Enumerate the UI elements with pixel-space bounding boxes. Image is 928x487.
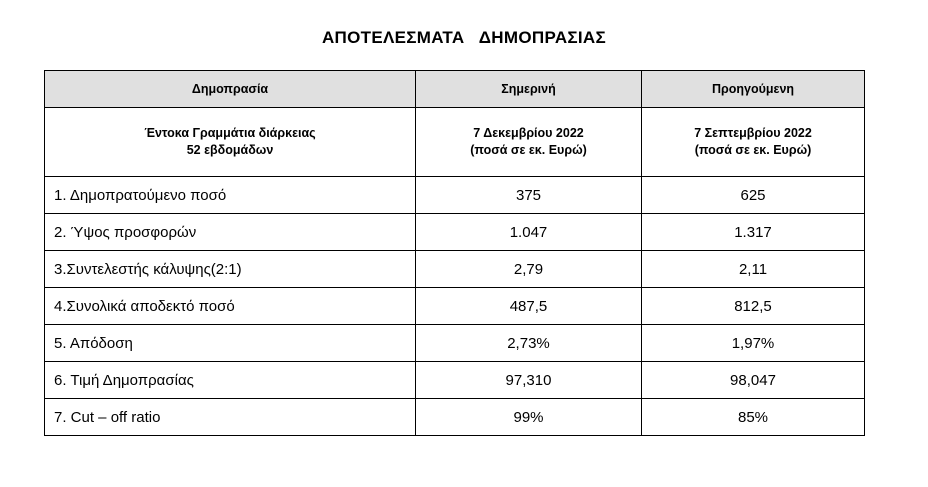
- row-previous-value: 1,97%: [642, 325, 865, 362]
- row-current-value: 487,5: [416, 288, 642, 325]
- table-row: [45, 214, 865, 251]
- row-previous-value: 85%: [642, 399, 865, 436]
- row-current-value: 375: [416, 177, 642, 214]
- row-previous-value: 1.317: [642, 214, 865, 251]
- current-unit: (ποσά σε εκ. Ευρώ): [470, 143, 587, 157]
- row-previous-value: 625: [642, 177, 865, 214]
- current-date-cell: [416, 108, 642, 177]
- row-previous-value: 98,047: [642, 362, 865, 399]
- row-previous-value: 2,11: [642, 251, 865, 288]
- row-label: 7. Cut – off ratio: [45, 399, 416, 436]
- page-title: ΑΠΟΤΕΛΕΣΜΑΤΑ ΔΗΜΟΠΡΑΣΙΑΣ: [321, 28, 606, 47]
- row-current-value: 1.047: [416, 214, 642, 251]
- header-previous: Προηγούμενη: [642, 71, 865, 108]
- header-current: Σημερινή: [416, 71, 642, 108]
- previous-date-cell: [642, 108, 865, 177]
- row-label: 3.Συντελεστής κάλυψης(2:1): [45, 251, 416, 288]
- table-row: [45, 177, 865, 214]
- row-label: 4.Συνολικά αποδεκτό ποσό: [45, 288, 416, 325]
- instrument-line2: 52 εβδομάδων: [186, 143, 274, 157]
- current-date: 7 Δεκεμβρίου 2022: [473, 126, 584, 140]
- instrument-cell: [45, 108, 416, 177]
- table-row: [45, 325, 865, 362]
- row-current-value: 2,73%: [416, 325, 642, 362]
- row-current-value: 99%: [416, 399, 642, 436]
- table-row: [45, 251, 865, 288]
- table-header-row: [45, 71, 865, 108]
- row-current-value: 97,310: [416, 362, 642, 399]
- table-row: [45, 362, 865, 399]
- table-row: [45, 288, 865, 325]
- row-label: 1. Δημοπρατούμενο ποσό: [45, 177, 416, 214]
- row-previous-value: 812,5: [642, 288, 865, 325]
- row-label: 5. Απόδοση: [45, 325, 416, 362]
- auction-results-table: [44, 70, 865, 436]
- row-label: 6. Τιμή Δημοπρασίας: [45, 362, 416, 399]
- row-label: 2. Ύψος προσφορών: [45, 214, 416, 251]
- instrument-line1: Έντοκα Γραμμάτια διάρκειας: [144, 126, 316, 140]
- row-current-value: 2,79: [416, 251, 642, 288]
- header-auction: Δημοπρασία: [45, 71, 416, 108]
- previous-unit: (ποσά σε εκ. Ευρώ): [694, 143, 812, 157]
- table-row: [45, 399, 865, 436]
- table-subheader-row: [45, 108, 865, 177]
- previous-date: 7 Σεπτεμβρίου 2022: [694, 126, 812, 140]
